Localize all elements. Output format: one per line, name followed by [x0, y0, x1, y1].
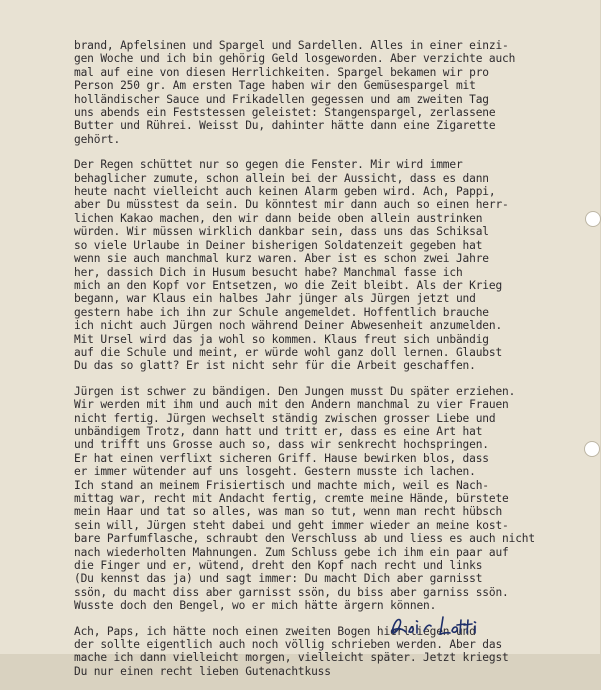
text-line: heute nacht vielleicht auch keinen Alarm geben wird. Ach, Pappi,: [74, 185, 496, 199]
text-line: er immer wütender auf uns losgeht. Gestern musste ich lachen.: [74, 465, 476, 479]
text-line: nach wiederholten Mahnungen. Zum Schluss gebe ich ihm ein paar auf: [74, 545, 509, 559]
text-line: ich nicht auch Jürgen noch während Deiner Abwesenheit anzumelden.: [74, 319, 503, 333]
text-line: und trifft uns Grosse auch so, dass wir senkrecht hochspringen.: [74, 438, 489, 452]
text-line: Wusste doch den Bengel, wo er mich hätte ärgern können.: [74, 599, 437, 613]
text-line: ssön, du macht diss aber garnisst ssön, du biss aber garniss ssön.: [74, 585, 509, 599]
text-line: aber Du müsstest da sein. Du könntest mir dann auch so einen herr-: [74, 198, 509, 212]
text-line: (Du kennst das ja) und sagt immer: Du macht Dich aber garnisst: [74, 572, 483, 586]
text-line: wenn sie auch manchmal kurz waren. Aber ist es schon zwei Jahre: [74, 252, 489, 266]
text-line: Butter und Rührei. Weisst Du, dahinter hätte dann eine Zigarette: [74, 119, 496, 133]
text-line: mein Haar und tat so alles, was man so tut, wenn man recht hübsch: [74, 505, 503, 519]
text-line: Mit Ursel wird das ja wohl so kommen. Klaus freut sich unbändig: [74, 332, 489, 346]
text-line: holländischer Sauce und Frikadellen gegessen und am zweiten Tag: [74, 92, 489, 106]
text-line: die Finger und er, wütend, dreht den Kopf nach recht und links: [74, 559, 483, 573]
letter-paragraph: [74, 39, 574, 146]
text-line: sein will, Jürgen steht dabei und geht immer wieder an meine kost-: [74, 518, 509, 532]
text-line: mache ich dann vielleicht morgen, vielleicht später. Jetzt kriegst: [74, 651, 509, 665]
letter-paragraph: [74, 625, 574, 679]
text-line: mich an den Kopf vor Entsetzen, wo die Zeit bleibt. Als der Krieg: [74, 278, 503, 292]
text-line: begann, war Klaus ein halbes Jahr jünger als Jürgen jetzt und: [74, 292, 476, 306]
text-line: lichen Kakao machen, den wir dann beide oben allein austrinken: [74, 211, 483, 225]
text-line: Ich stand an meinem Frisiertisch und machte mich, weil es Nach-: [74, 478, 489, 492]
handwritten-signature: [388, 612, 484, 640]
text-line: auf die Schule und meint, er würde wohl ganz doll lernen. Glaubst: [74, 345, 503, 359]
text-line: Er hat einen verflixt sicheren Griff. Hause bewirken blos, dass: [74, 451, 489, 465]
text-line: gen Woche und ich bin gehörig Geld losgeworden. Aber verzichte auch: [74, 52, 516, 66]
text-line: Ach, Paps, ich hätte noch einen zweiten Bogen hierlliegen und: [74, 624, 476, 638]
text-line: Person 250 gr. Am ersten Tage haben wir den Gemüsespargel mit: [74, 79, 476, 93]
text-line: mittag war, recht mit Andacht fertig, cremte meine Hände, bürstete: [74, 492, 509, 505]
text-line: Du nur einen recht lieben Gutenachtkuss: [74, 664, 331, 678]
text-line: her, dassich Dich in Husum besucht habe? Manchmal fasse ich: [74, 265, 463, 279]
text-line: der sollte eigentlich auch noch völlig schrieben werden. Aber das: [74, 638, 503, 652]
text-line: behaglicher zumute, schon allein bei der Aussicht, dass es dann: [74, 171, 489, 185]
text-line: so viele Urlaube in Deiner bisherigen Soldatenzeit gegeben hat: [74, 238, 483, 252]
text-line: Du das so glatt? Er ist nicht sehr für die Arbeit geschaffen.: [74, 359, 476, 373]
text-line: Wir werden mit ihm und auch mit den Andern manchmal zu vier Frauen: [74, 398, 509, 412]
text-line: nicht fertig. Jürgen wechselt ständig zwischen grosser Liebe und: [74, 411, 496, 425]
punch-hole: [584, 441, 600, 457]
letter-paragraph: [74, 158, 574, 373]
text-line: gestern habe ich ihn zur Schule angemeldet. Hoffentlich brauche: [74, 305, 489, 319]
letter-body: [74, 39, 574, 690]
text-line: unbändigem Trotz, dann hatt und tritt er, dass es eine Art hat: [74, 424, 483, 438]
text-line: bare Parfumflasche, schraubt den Verschluss ab und liess es auch nicht: [74, 532, 535, 546]
text-line: brand, Apfelsinen und Spargel und Sardellen. Alles in einer einzi-: [74, 39, 509, 52]
text-line: gehört.: [74, 132, 121, 146]
punch-hole: [585, 211, 601, 227]
text-line: Jürgen ist schwer zu bändigen. Den Jungen musst Du später erziehen.: [74, 384, 516, 398]
text-line: Der Regen schüttet nur so gegen die Fenster. Mir wird immer: [74, 158, 463, 172]
text-line: uns abends ein Feststessen geleistet: Stangenspargel, zerlassene: [74, 106, 496, 120]
text-line: mal auf eine von diesen Herrlichkeiten. Spargel bekamen wir pro: [74, 65, 489, 79]
letter-paragraph: [74, 385, 574, 613]
text-line: würden. Wir müssen wirklich dankbar sein, dass uns das Schiksal: [74, 225, 489, 239]
